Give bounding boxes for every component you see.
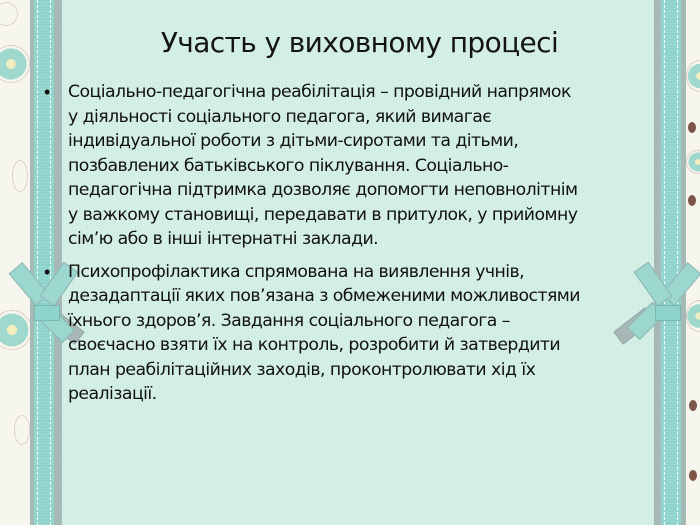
flower-decoration xyxy=(686,300,700,332)
text-line: позбавлених батьківського піклування. Соціально- xyxy=(68,155,509,176)
bullet-text xyxy=(68,80,664,252)
swirl-decoration xyxy=(14,415,30,445)
bullet-marker: • xyxy=(44,82,51,102)
text-line: Соціально-педагогічна реабілітація – провідний напрямок xyxy=(68,82,571,102)
leaf-decoration xyxy=(689,470,697,481)
text-line: реалізації. xyxy=(68,384,157,404)
text-line: педагогічна підтримка дозволяє допомогти неповнолітнім xyxy=(68,180,578,200)
swirl-decoration xyxy=(12,160,28,192)
bullet-marker: • xyxy=(44,261,51,282)
floral-border-left xyxy=(0,0,34,525)
text-line: план реабілітаційних заходів, проконтролювати хід їх xyxy=(68,359,536,380)
text-line: індивідуальної роботи з дітьми-сиротами та дітьми, xyxy=(68,131,519,151)
text-line: своєчасно взяти їх на контроль, розробити й затвердити xyxy=(68,335,561,355)
leaf-decoration xyxy=(688,195,696,206)
text-line: у важкому становищі, передавати в притулок, у прийомну xyxy=(68,204,578,225)
flower-decoration xyxy=(686,150,700,174)
text-line: у діяльності соціального педагога, який вимагає xyxy=(68,106,492,127)
swirl-decoration xyxy=(0,2,18,26)
flower-decoration xyxy=(686,60,700,92)
text-line: Психопрофілактика спрямована на виявлення учнів, xyxy=(68,261,525,282)
slide-title: Участь у виховному процесі xyxy=(160,26,559,59)
flower-decoration xyxy=(0,45,30,83)
bullet-list xyxy=(44,80,664,415)
bullet-item xyxy=(44,80,664,252)
text-line: дезадаптації яких пов’язана з обмеженими можливостями xyxy=(68,286,580,306)
bullet-item xyxy=(44,260,664,407)
leaf-decoration xyxy=(689,400,697,411)
text-line: їхнього здоров’я. Завдання соціального педагога – xyxy=(68,310,510,331)
flower-decoration xyxy=(0,310,32,350)
leaf-decoration xyxy=(688,122,696,133)
bullet-text xyxy=(68,260,664,407)
text-line: сім’ю або в інші інтернатні заклади. xyxy=(68,229,379,249)
